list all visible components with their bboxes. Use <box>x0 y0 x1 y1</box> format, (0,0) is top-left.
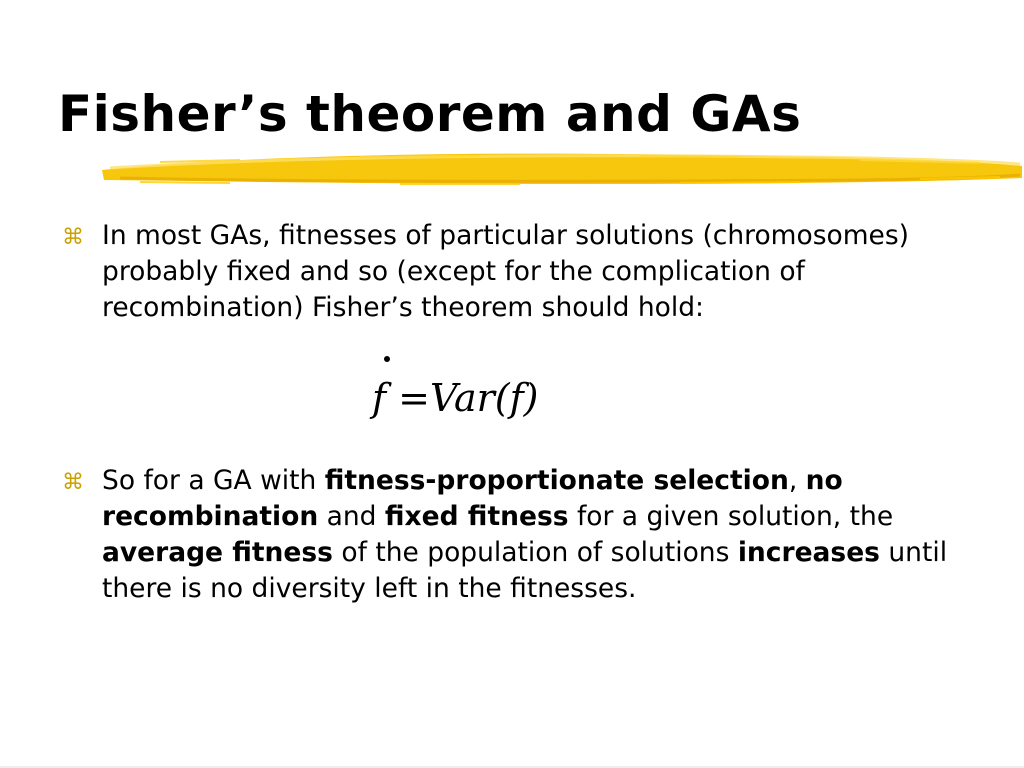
slide-title: Fisher’s theorem and GAs <box>58 85 802 143</box>
bullet2-bold-5: increases <box>737 537 880 568</box>
bullet2-bold-3: fixed fitness <box>384 501 569 532</box>
bullet2-plain-6: until there is no diversity left in the fitnesses. <box>102 537 948 604</box>
bullet2-plain-1: So for a GA with <box>102 465 325 496</box>
bullet2-bold-4: average fitness <box>102 537 333 568</box>
bullet2-plain-2: , <box>788 465 806 496</box>
time-derivative-dot <box>384 356 390 362</box>
bullet-text-2 <box>102 463 962 607</box>
command-key-bullet-icon: ⌘ <box>62 470 84 495</box>
formula-lhs: f <box>372 376 387 420</box>
bullet2-plain-3: and <box>318 501 385 532</box>
formula-rhs: Var(f) <box>430 376 539 420</box>
bullet2-bold-2: no recombination <box>102 465 843 532</box>
command-key-bullet-icon: ⌘ <box>62 225 84 250</box>
formula-equals: = <box>386 376 430 420</box>
bullet2-bold-1: fitness-proportionate selection <box>324 465 789 496</box>
bullet2-plain-5: of the population of solutions <box>332 537 738 568</box>
formula-fisher <box>362 352 602 432</box>
formula-expression <box>372 374 539 422</box>
title-underline-brush-stroke <box>100 148 1024 190</box>
bullet-text-1: In most GAs, fitnesses of particular solutions (chromosomes) probably fixed and so (except for the complication of recombination) Fisher’s theorem should hold: <box>102 220 909 323</box>
bullet2-plain-4: for a given solution, the <box>568 501 894 532</box>
